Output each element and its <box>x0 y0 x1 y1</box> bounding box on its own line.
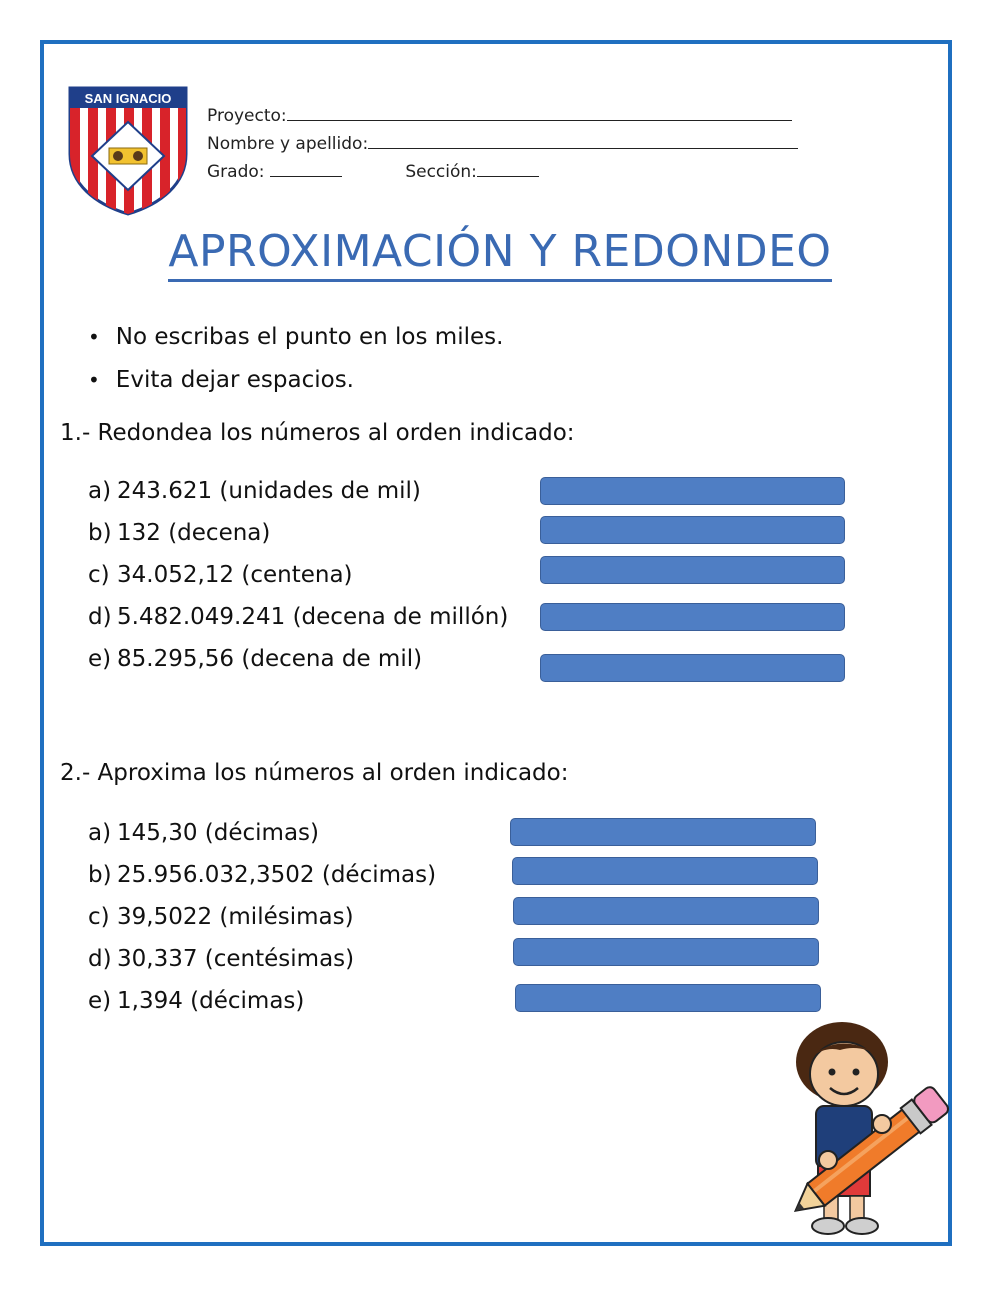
exercise-item: c) 34.052,12 (centena) <box>88 562 353 588</box>
exercise-item: d) 30,337 (centésimas) <box>88 946 355 972</box>
answer-box-2e[interactable] <box>515 984 821 1012</box>
exercise-item: a) 145,30 (décimas) <box>88 820 320 846</box>
exercise-item: e) 85.295,56 (decena de mil) <box>88 646 423 672</box>
grade-label: Grado: <box>207 162 265 182</box>
exercise-item: b) 25.956.032,3502 (décimas) <box>88 862 437 888</box>
name-label: Nombre y apellido: <box>207 134 369 154</box>
section-label: Sección: <box>405 162 477 182</box>
answer-box-2c[interactable] <box>513 897 819 925</box>
exercise-item: a) 243.621 (unidades de mil) <box>88 478 421 504</box>
section1-heading: 1.- Redondea los números al orden indicado: <box>60 420 575 446</box>
answer-box-1a[interactable] <box>540 477 845 505</box>
exercise-item: c) 39,5022 (milésimas) <box>88 904 354 930</box>
project-label: Proyecto: <box>207 106 287 126</box>
exercise-item: d) 5.482.049.241 (decena de millón) <box>88 604 509 630</box>
project-input-line[interactable] <box>287 104 792 121</box>
school-name: SAN IGNACIO <box>84 91 172 106</box>
answer-box-1c[interactable] <box>540 556 845 584</box>
instruction-item: • No escribas el punto en los miles. <box>88 316 503 359</box>
instruction-item: • Evita dejar espacios. <box>88 359 503 402</box>
answer-box-2a[interactable] <box>510 818 816 846</box>
exercise-item: e) 1,394 (décimas) <box>88 988 305 1014</box>
instructions-list <box>88 316 503 402</box>
student-header <box>207 102 798 186</box>
name-input-line[interactable] <box>368 132 798 149</box>
answer-box-1d[interactable] <box>540 603 845 631</box>
section2-items <box>88 812 436 1022</box>
child-with-pencil-illustration <box>770 1010 960 1250</box>
answer-box-1b[interactable] <box>540 516 845 544</box>
worksheet-title: APROXIMACIÓN Y REDONDEO <box>0 226 1000 277</box>
section1-items <box>88 470 508 680</box>
grade-input-line[interactable] <box>270 160 342 177</box>
answer-box-2b[interactable] <box>512 857 818 885</box>
answer-box-2d[interactable] <box>513 938 819 966</box>
answer-box-1e[interactable] <box>540 654 845 682</box>
exercise-item: b) 132 (decena) <box>88 520 271 546</box>
school-crest-logo <box>66 84 190 216</box>
section2-heading: 2.- Aproxima los números al orden indicado: <box>60 760 569 786</box>
section-input-line[interactable] <box>477 160 539 177</box>
